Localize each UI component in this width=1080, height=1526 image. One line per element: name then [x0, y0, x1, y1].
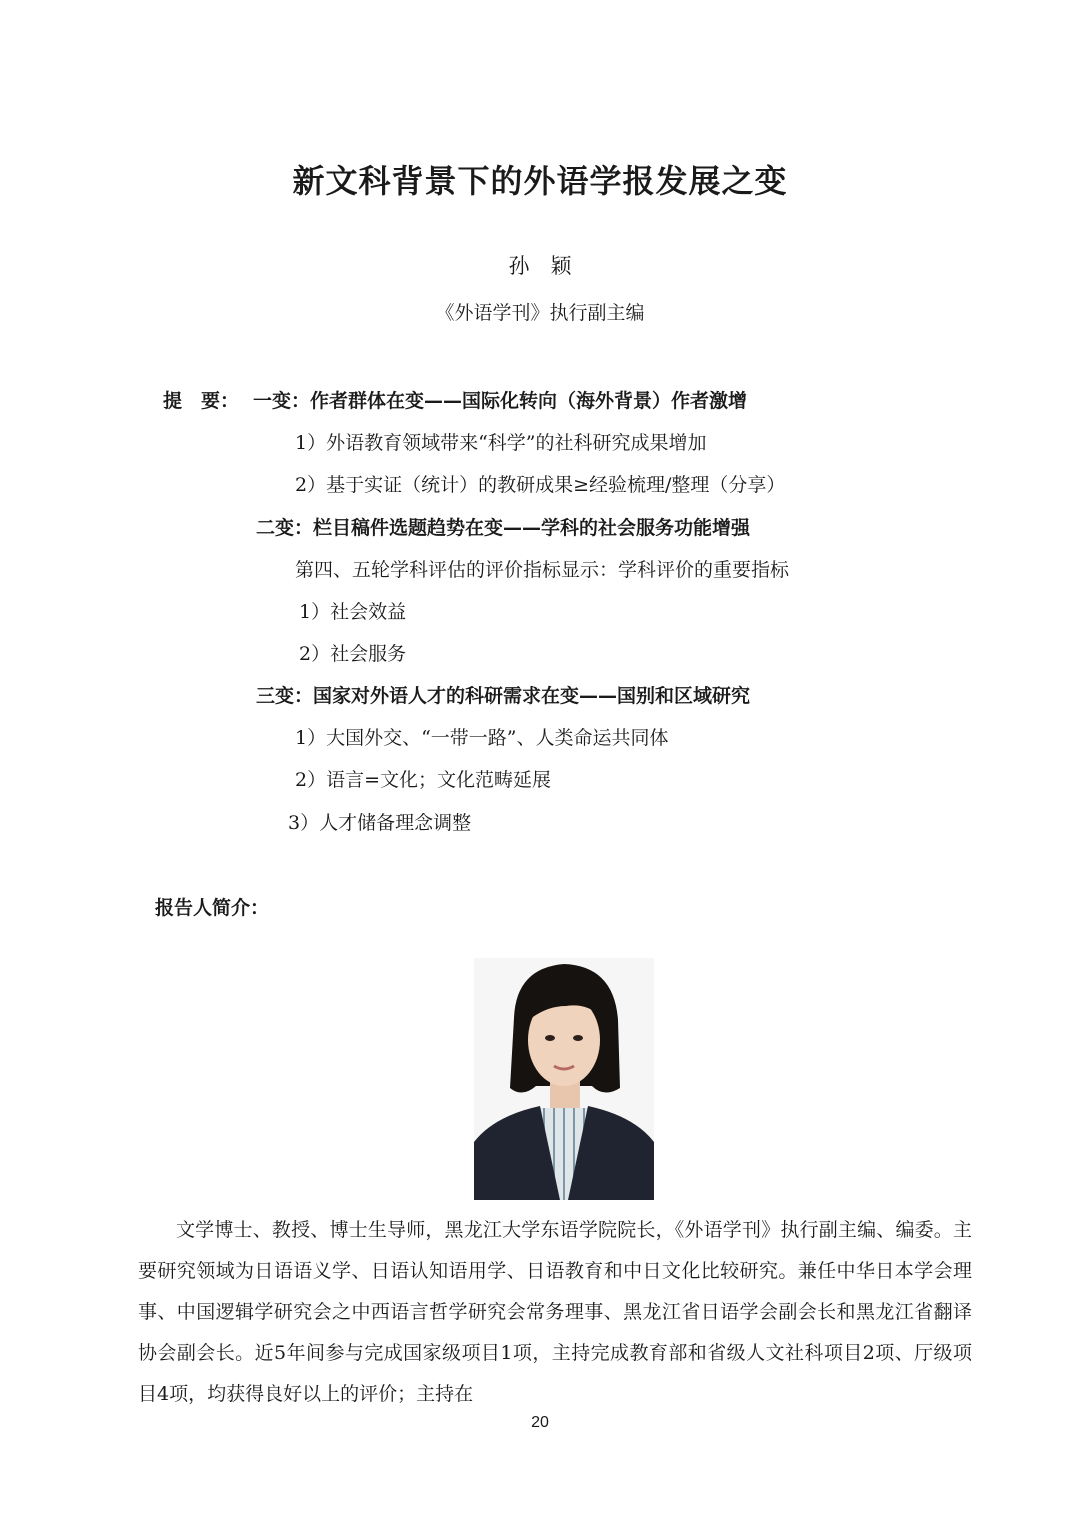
change3-item-2: 2）语言=文化；文化范畴延展 — [295, 769, 552, 791]
change2-item-2: 2）社会服务 — [299, 643, 407, 665]
change1-heading: 一变：作者群体在变——国际化转向（海外背景）作者激增 — [253, 390, 748, 412]
page-title: 新文科背景下的外语学报发展之变 — [292, 162, 788, 200]
change3-item-1: 1）大国外交、“一带一路”、人类命运共同体 — [295, 727, 669, 749]
author-affiliation: 《外语学刊》执行副主编 — [435, 302, 645, 324]
abstract-label: 提 要： — [163, 390, 240, 412]
change2-heading: 二变：栏目稿件选题趋势在变——学科的社会服务功能增强 — [256, 517, 751, 539]
author-name: 孙 颖 — [508, 254, 572, 278]
page-number: 20 — [531, 1414, 549, 1431]
portrait-image — [474, 958, 654, 1200]
reporter-label: 报告人简介： — [155, 897, 270, 919]
change1-item-1: 1）外语教育领域带来“科学”的社科研究成果增加 — [295, 432, 707, 454]
reporter-photo — [474, 958, 654, 1200]
change2-item-1: 1）社会效益 — [299, 601, 407, 623]
change3-heading: 三变：国家对外语人才的科研需求在变——国别和区域研究 — [256, 685, 751, 707]
change1-item-2: 2）基于实证（统计）的教研成果≥经验梳理/整理（分享） — [295, 474, 786, 496]
change3-item-3: 3）人才储备理念调整 — [288, 812, 472, 834]
reporter-bio: 文学博士、教授、博士生导师，黑龙江大学东语学院院长，《外语学刊》执行副主编、编委。主要研究领域为日语语义学、日语认知语用学、日语教育和中日文化比较研究。兼任中华日本学会理事、中国逻辑学研究会之中西语言哲学研究会常务理事、黑龙江省日语学会副会长和黑龙江省翻译协会副会长。近5年间参与完成国家级项目1项，主持完成教育部和省级人文社科项目2项、厅级项目4项，均获得良好以上的评价；主持在 — [138, 1219, 972, 1405]
change2-intro: 第四、五轮学科评估的评价指标显示：学科评价的重要指标 — [295, 559, 790, 581]
